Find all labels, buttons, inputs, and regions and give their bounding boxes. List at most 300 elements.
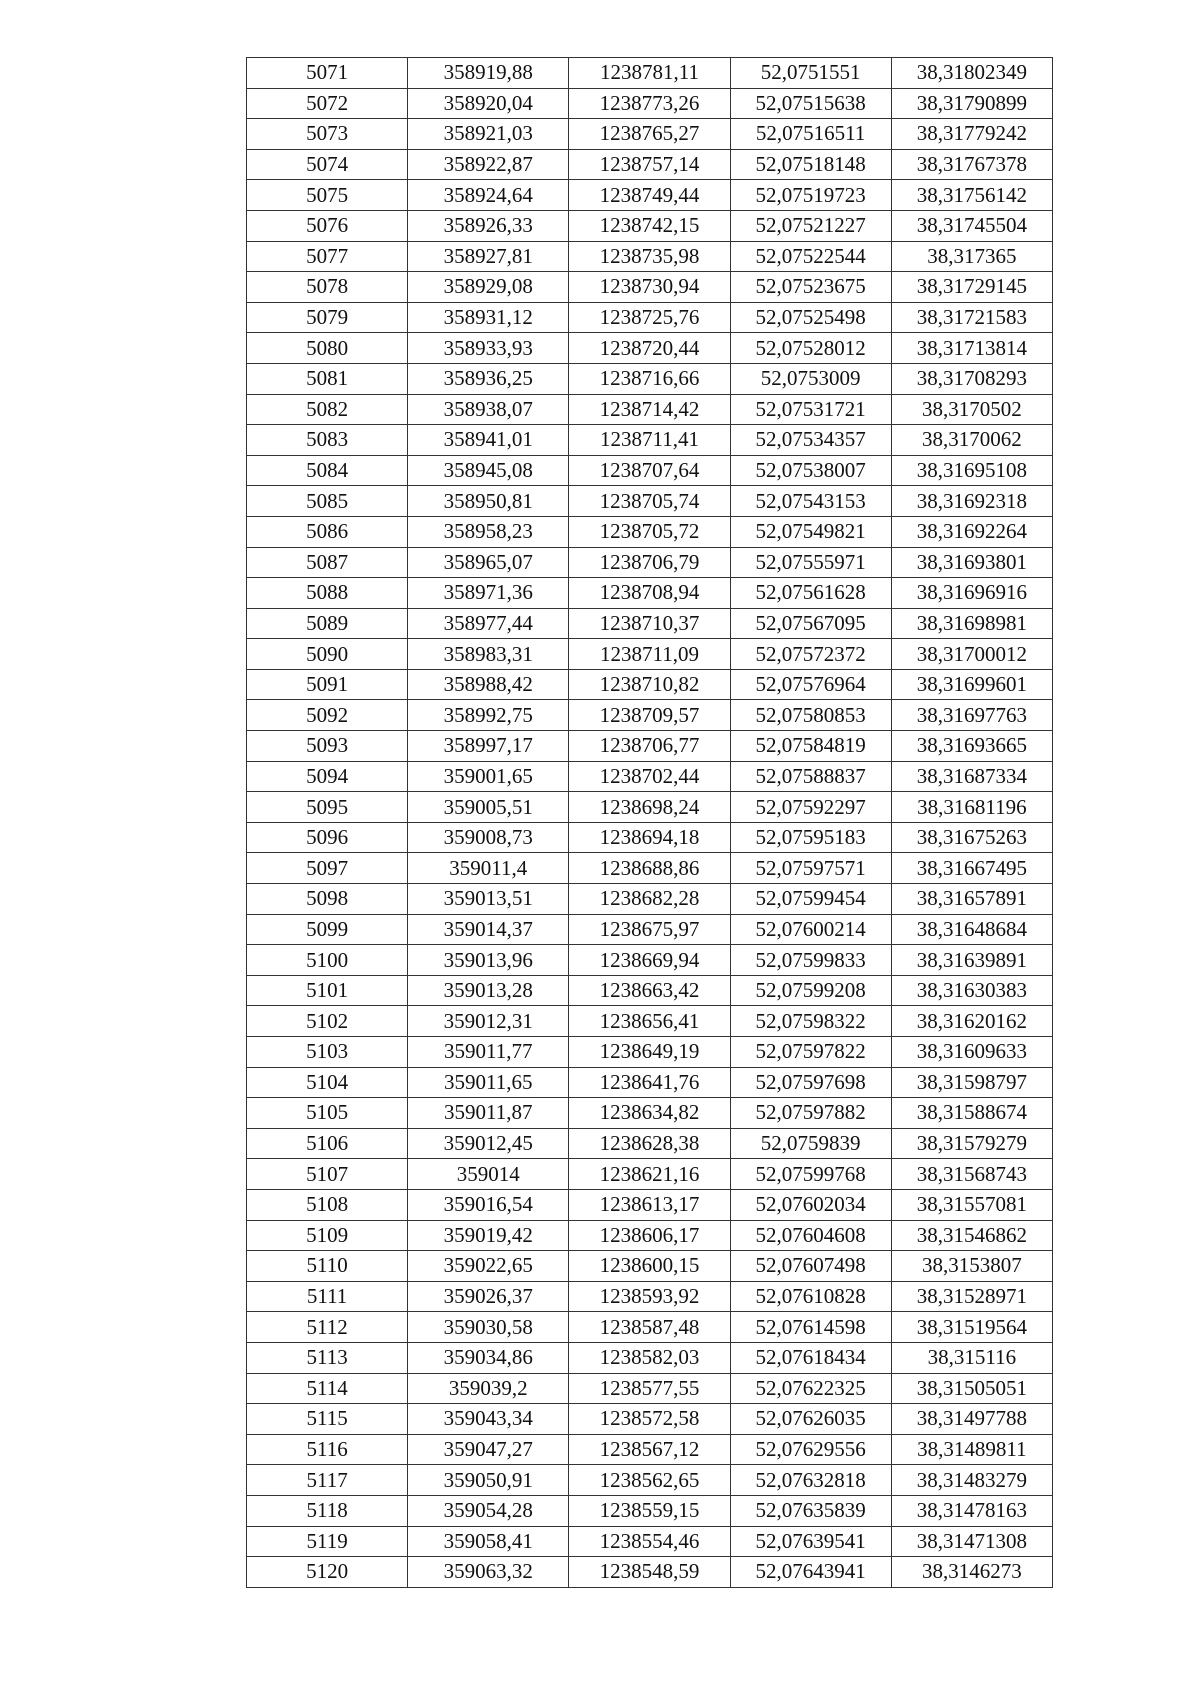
point-number-cell: 5081 <box>247 363 408 394</box>
longitude-cell: 38,3170062 <box>891 425 1052 456</box>
y-coordinate-cell: 1238582,03 <box>569 1342 730 1373</box>
x-coordinate-cell: 358950,81 <box>408 486 569 517</box>
latitude-cell: 52,07576964 <box>730 669 891 700</box>
point-number-cell: 5071 <box>247 58 408 89</box>
latitude-cell: 52,07549821 <box>730 516 891 547</box>
longitude-cell: 38,315116 <box>891 1342 1052 1373</box>
longitude-cell: 38,3170502 <box>891 394 1052 425</box>
point-number-cell: 5115 <box>247 1404 408 1435</box>
table-row <box>247 1557 1053 1588</box>
longitude-cell: 38,31790899 <box>891 88 1052 119</box>
point-number-cell: 5108 <box>247 1189 408 1220</box>
latitude-cell: 52,0751551 <box>730 58 891 89</box>
y-coordinate-cell: 1238600,15 <box>569 1251 730 1282</box>
longitude-cell: 38,31721583 <box>891 302 1052 333</box>
longitude-cell: 38,31471308 <box>891 1526 1052 1557</box>
longitude-cell: 38,31630383 <box>891 975 1052 1006</box>
coordinates-table-body <box>247 58 1053 1588</box>
table-row <box>247 1465 1053 1496</box>
longitude-cell: 38,31568743 <box>891 1159 1052 1190</box>
x-coordinate-cell: 358929,08 <box>408 272 569 303</box>
x-coordinate-cell: 358919,88 <box>408 58 569 89</box>
y-coordinate-cell: 1238710,82 <box>569 669 730 700</box>
point-number-cell: 5086 <box>247 516 408 547</box>
table-row <box>247 822 1053 853</box>
point-number-cell: 5119 <box>247 1526 408 1557</box>
table-row <box>247 914 1053 945</box>
x-coordinate-cell: 359011,4 <box>408 853 569 884</box>
table-row <box>247 639 1053 670</box>
longitude-cell: 38,31588674 <box>891 1098 1052 1129</box>
table-row <box>247 792 1053 823</box>
table-row <box>247 1159 1053 1190</box>
y-coordinate-cell: 1238711,09 <box>569 639 730 670</box>
x-coordinate-cell: 359050,91 <box>408 1465 569 1496</box>
x-coordinate-cell: 358983,31 <box>408 639 569 670</box>
table-row <box>247 1342 1053 1373</box>
point-number-cell: 5084 <box>247 455 408 486</box>
point-number-cell: 5087 <box>247 547 408 578</box>
x-coordinate-cell: 359030,58 <box>408 1312 569 1343</box>
point-number-cell: 5120 <box>247 1557 408 1588</box>
point-number-cell: 5091 <box>247 669 408 700</box>
table-row <box>247 1526 1053 1557</box>
table-row <box>247 455 1053 486</box>
x-coordinate-cell: 358926,33 <box>408 210 569 241</box>
point-number-cell: 5092 <box>247 700 408 731</box>
x-coordinate-cell: 359005,51 <box>408 792 569 823</box>
point-number-cell: 5100 <box>247 945 408 976</box>
longitude-cell: 38,31687334 <box>891 761 1052 792</box>
table-row <box>247 1098 1053 1129</box>
table-row <box>247 119 1053 150</box>
y-coordinate-cell: 1238765,27 <box>569 119 730 150</box>
table-row <box>247 1281 1053 1312</box>
y-coordinate-cell: 1238649,19 <box>569 1037 730 1068</box>
x-coordinate-cell: 359013,51 <box>408 884 569 915</box>
y-coordinate-cell: 1238720,44 <box>569 333 730 364</box>
point-number-cell: 5103 <box>247 1037 408 1068</box>
latitude-cell: 52,07639541 <box>730 1526 891 1557</box>
y-coordinate-cell: 1238559,15 <box>569 1495 730 1526</box>
y-coordinate-cell: 1238587,48 <box>569 1312 730 1343</box>
latitude-cell: 52,07599833 <box>730 945 891 976</box>
longitude-cell: 38,31698981 <box>891 608 1052 639</box>
point-number-cell: 5105 <box>247 1098 408 1129</box>
y-coordinate-cell: 1238688,86 <box>569 853 730 884</box>
y-coordinate-cell: 1238694,18 <box>569 822 730 853</box>
y-coordinate-cell: 1238698,24 <box>569 792 730 823</box>
table-row <box>247 1128 1053 1159</box>
point-number-cell: 5116 <box>247 1434 408 1465</box>
latitude-cell: 52,07522544 <box>730 241 891 272</box>
y-coordinate-cell: 1238628,38 <box>569 1128 730 1159</box>
table-row <box>247 1006 1053 1037</box>
y-coordinate-cell: 1238621,16 <box>569 1159 730 1190</box>
latitude-cell: 52,07600214 <box>730 914 891 945</box>
latitude-cell: 52,07599454 <box>730 884 891 915</box>
latitude-cell: 52,07629556 <box>730 1434 891 1465</box>
longitude-cell: 38,31557081 <box>891 1189 1052 1220</box>
longitude-cell: 38,31519564 <box>891 1312 1052 1343</box>
y-coordinate-cell: 1238554,46 <box>569 1526 730 1557</box>
point-number-cell: 5096 <box>247 822 408 853</box>
point-number-cell: 5110 <box>247 1251 408 1282</box>
point-number-cell: 5072 <box>247 88 408 119</box>
point-number-cell: 5101 <box>247 975 408 1006</box>
y-coordinate-cell: 1238613,17 <box>569 1189 730 1220</box>
y-coordinate-cell: 1238567,12 <box>569 1434 730 1465</box>
table-row <box>247 761 1053 792</box>
point-number-cell: 5085 <box>247 486 408 517</box>
y-coordinate-cell: 1238669,94 <box>569 945 730 976</box>
table-row <box>247 58 1053 89</box>
x-coordinate-cell: 359034,86 <box>408 1342 569 1373</box>
y-coordinate-cell: 1238709,57 <box>569 700 730 731</box>
coordinates-table <box>246 57 1053 1588</box>
longitude-cell: 38,31478163 <box>891 1495 1052 1526</box>
point-number-cell: 5107 <box>247 1159 408 1190</box>
longitude-cell: 38,31729145 <box>891 272 1052 303</box>
table-row <box>247 547 1053 578</box>
table-row <box>247 425 1053 456</box>
point-number-cell: 5082 <box>247 394 408 425</box>
y-coordinate-cell: 1238711,41 <box>569 425 730 456</box>
latitude-cell: 52,07561628 <box>730 578 891 609</box>
latitude-cell: 52,07618434 <box>730 1342 891 1373</box>
longitude-cell: 38,31696916 <box>891 578 1052 609</box>
longitude-cell: 38,31620162 <box>891 1006 1052 1037</box>
table-row <box>247 1495 1053 1526</box>
longitude-cell: 38,31756142 <box>891 180 1052 211</box>
y-coordinate-cell: 1238593,92 <box>569 1281 730 1312</box>
y-coordinate-cell: 1238656,41 <box>569 1006 730 1037</box>
point-number-cell: 5083 <box>247 425 408 456</box>
latitude-cell: 52,07567095 <box>730 608 891 639</box>
x-coordinate-cell: 359011,77 <box>408 1037 569 1068</box>
x-coordinate-cell: 359019,42 <box>408 1220 569 1251</box>
x-coordinate-cell: 359054,28 <box>408 1495 569 1526</box>
x-coordinate-cell: 358958,23 <box>408 516 569 547</box>
table-row <box>247 516 1053 547</box>
longitude-cell: 38,31699601 <box>891 669 1052 700</box>
point-number-cell: 5109 <box>247 1220 408 1251</box>
point-number-cell: 5104 <box>247 1067 408 1098</box>
y-coordinate-cell: 1238773,26 <box>569 88 730 119</box>
x-coordinate-cell: 358933,93 <box>408 333 569 364</box>
longitude-cell: 38,31695108 <box>891 455 1052 486</box>
point-number-cell: 5079 <box>247 302 408 333</box>
y-coordinate-cell: 1238702,44 <box>569 761 730 792</box>
x-coordinate-cell: 359014,37 <box>408 914 569 945</box>
table-row <box>247 1251 1053 1282</box>
x-coordinate-cell: 358988,42 <box>408 669 569 700</box>
latitude-cell: 52,07598322 <box>730 1006 891 1037</box>
latitude-cell: 52,07528012 <box>730 333 891 364</box>
longitude-cell: 38,31579279 <box>891 1128 1052 1159</box>
point-number-cell: 5111 <box>247 1281 408 1312</box>
point-number-cell: 5074 <box>247 149 408 180</box>
table-row <box>247 975 1053 1006</box>
longitude-cell: 38,31483279 <box>891 1465 1052 1496</box>
table-row <box>247 1434 1053 1465</box>
table-row <box>247 1220 1053 1251</box>
x-coordinate-cell: 358941,01 <box>408 425 569 456</box>
table-row <box>247 241 1053 272</box>
latitude-cell: 52,07597571 <box>730 853 891 884</box>
latitude-cell: 52,07534357 <box>730 425 891 456</box>
y-coordinate-cell: 1238730,94 <box>569 272 730 303</box>
latitude-cell: 52,07597822 <box>730 1037 891 1068</box>
table-row <box>247 363 1053 394</box>
latitude-cell: 52,07643941 <box>730 1557 891 1588</box>
table-row <box>247 1312 1053 1343</box>
table-row <box>247 210 1053 241</box>
point-number-cell: 5090 <box>247 639 408 670</box>
latitude-cell: 52,07515638 <box>730 88 891 119</box>
x-coordinate-cell: 359012,31 <box>408 1006 569 1037</box>
table-row <box>247 731 1053 762</box>
longitude-cell: 38,31609633 <box>891 1037 1052 1068</box>
table-row <box>247 88 1053 119</box>
latitude-cell: 52,07521227 <box>730 210 891 241</box>
table-row <box>247 1373 1053 1404</box>
x-coordinate-cell: 358938,07 <box>408 394 569 425</box>
longitude-cell: 38,31505051 <box>891 1373 1052 1404</box>
y-coordinate-cell: 1238705,74 <box>569 486 730 517</box>
longitude-cell: 38,31745504 <box>891 210 1052 241</box>
x-coordinate-cell: 359011,65 <box>408 1067 569 1098</box>
y-coordinate-cell: 1238735,98 <box>569 241 730 272</box>
latitude-cell: 52,07516511 <box>730 119 891 150</box>
x-coordinate-cell: 358992,75 <box>408 700 569 731</box>
x-coordinate-cell: 359013,28 <box>408 975 569 1006</box>
y-coordinate-cell: 1238742,15 <box>569 210 730 241</box>
y-coordinate-cell: 1238562,65 <box>569 1465 730 1496</box>
latitude-cell: 52,0753009 <box>730 363 891 394</box>
table-row <box>247 608 1053 639</box>
table-row <box>247 302 1053 333</box>
y-coordinate-cell: 1238749,44 <box>569 180 730 211</box>
table-row <box>247 486 1053 517</box>
point-number-cell: 5112 <box>247 1312 408 1343</box>
y-coordinate-cell: 1238634,82 <box>569 1098 730 1129</box>
y-coordinate-cell: 1238708,94 <box>569 578 730 609</box>
longitude-cell: 38,31692264 <box>891 516 1052 547</box>
y-coordinate-cell: 1238757,14 <box>569 149 730 180</box>
point-number-cell: 5089 <box>247 608 408 639</box>
longitude-cell: 38,3153807 <box>891 1251 1052 1282</box>
x-coordinate-cell: 359013,96 <box>408 945 569 976</box>
x-coordinate-cell: 359047,27 <box>408 1434 569 1465</box>
y-coordinate-cell: 1238548,59 <box>569 1557 730 1588</box>
latitude-cell: 52,07597882 <box>730 1098 891 1129</box>
y-coordinate-cell: 1238781,11 <box>569 58 730 89</box>
latitude-cell: 52,07592297 <box>730 792 891 823</box>
point-number-cell: 5077 <box>247 241 408 272</box>
longitude-cell: 38,31675263 <box>891 822 1052 853</box>
x-coordinate-cell: 358931,12 <box>408 302 569 333</box>
longitude-cell: 38,31693665 <box>891 731 1052 762</box>
table-row <box>247 394 1053 425</box>
x-coordinate-cell: 359014 <box>408 1159 569 1190</box>
point-number-cell: 5118 <box>247 1495 408 1526</box>
longitude-cell: 38,3146273 <box>891 1557 1052 1588</box>
latitude-cell: 52,07523675 <box>730 272 891 303</box>
latitude-cell: 52,07595183 <box>730 822 891 853</box>
y-coordinate-cell: 1238606,17 <box>569 1220 730 1251</box>
y-coordinate-cell: 1238725,76 <box>569 302 730 333</box>
table-row <box>247 945 1053 976</box>
x-coordinate-cell: 359039,2 <box>408 1373 569 1404</box>
longitude-cell: 38,31767378 <box>891 149 1052 180</box>
longitude-cell: 38,31692318 <box>891 486 1052 517</box>
x-coordinate-cell: 358977,44 <box>408 608 569 639</box>
latitude-cell: 52,07580853 <box>730 700 891 731</box>
x-coordinate-cell: 358924,64 <box>408 180 569 211</box>
point-number-cell: 5094 <box>247 761 408 792</box>
longitude-cell: 38,31708293 <box>891 363 1052 394</box>
x-coordinate-cell: 358927,81 <box>408 241 569 272</box>
table-row <box>247 578 1053 609</box>
x-coordinate-cell: 359001,65 <box>408 761 569 792</box>
x-coordinate-cell: 358921,03 <box>408 119 569 150</box>
x-coordinate-cell: 358922,87 <box>408 149 569 180</box>
latitude-cell: 52,07584819 <box>730 731 891 762</box>
x-coordinate-cell: 358997,17 <box>408 731 569 762</box>
longitude-cell: 38,31713814 <box>891 333 1052 364</box>
table-row <box>247 884 1053 915</box>
point-number-cell: 5080 <box>247 333 408 364</box>
y-coordinate-cell: 1238706,77 <box>569 731 730 762</box>
longitude-cell: 38,31693801 <box>891 547 1052 578</box>
point-number-cell: 5076 <box>247 210 408 241</box>
latitude-cell: 52,07622325 <box>730 1373 891 1404</box>
point-number-cell: 5102 <box>247 1006 408 1037</box>
longitude-cell: 38,31681196 <box>891 792 1052 823</box>
longitude-cell: 38,31779242 <box>891 119 1052 150</box>
y-coordinate-cell: 1238714,42 <box>569 394 730 425</box>
latitude-cell: 52,07543153 <box>730 486 891 517</box>
table-row <box>247 149 1053 180</box>
x-coordinate-cell: 359022,65 <box>408 1251 569 1282</box>
x-coordinate-cell: 358945,08 <box>408 455 569 486</box>
latitude-cell: 52,07597698 <box>730 1067 891 1098</box>
y-coordinate-cell: 1238572,58 <box>569 1404 730 1435</box>
longitude-cell: 38,31700012 <box>891 639 1052 670</box>
x-coordinate-cell: 359043,34 <box>408 1404 569 1435</box>
table-row <box>247 1037 1053 1068</box>
y-coordinate-cell: 1238641,76 <box>569 1067 730 1098</box>
latitude-cell: 52,07626035 <box>730 1404 891 1435</box>
point-number-cell: 5099 <box>247 914 408 945</box>
x-coordinate-cell: 358920,04 <box>408 88 569 119</box>
y-coordinate-cell: 1238675,97 <box>569 914 730 945</box>
y-coordinate-cell: 1238705,72 <box>569 516 730 547</box>
point-number-cell: 5073 <box>247 119 408 150</box>
table-row <box>247 333 1053 364</box>
latitude-cell: 52,07632818 <box>730 1465 891 1496</box>
latitude-cell: 52,07602034 <box>730 1189 891 1220</box>
point-number-cell: 5078 <box>247 272 408 303</box>
longitude-cell: 38,31546862 <box>891 1220 1052 1251</box>
longitude-cell: 38,317365 <box>891 241 1052 272</box>
latitude-cell: 52,07531721 <box>730 394 891 425</box>
longitude-cell: 38,31598797 <box>891 1067 1052 1098</box>
latitude-cell: 52,07635839 <box>730 1495 891 1526</box>
x-coordinate-cell: 359058,41 <box>408 1526 569 1557</box>
x-coordinate-cell: 358936,25 <box>408 363 569 394</box>
latitude-cell: 52,07538007 <box>730 455 891 486</box>
longitude-cell: 38,31639891 <box>891 945 1052 976</box>
point-number-cell: 5117 <box>247 1465 408 1496</box>
latitude-cell: 52,07588837 <box>730 761 891 792</box>
table-row <box>247 1067 1053 1098</box>
longitude-cell: 38,31489811 <box>891 1434 1052 1465</box>
latitude-cell: 52,0759839 <box>730 1128 891 1159</box>
longitude-cell: 38,31648684 <box>891 914 1052 945</box>
latitude-cell: 52,07607498 <box>730 1251 891 1282</box>
table-row <box>247 1404 1053 1435</box>
longitude-cell: 38,31497788 <box>891 1404 1052 1435</box>
table-row <box>247 669 1053 700</box>
point-number-cell: 5097 <box>247 853 408 884</box>
x-coordinate-cell: 359063,32 <box>408 1557 569 1588</box>
latitude-cell: 52,07614598 <box>730 1312 891 1343</box>
point-number-cell: 5106 <box>247 1128 408 1159</box>
latitude-cell: 52,07599208 <box>730 975 891 1006</box>
point-number-cell: 5093 <box>247 731 408 762</box>
x-coordinate-cell: 359016,54 <box>408 1189 569 1220</box>
y-coordinate-cell: 1238710,37 <box>569 608 730 639</box>
point-number-cell: 5088 <box>247 578 408 609</box>
x-coordinate-cell: 358965,07 <box>408 547 569 578</box>
table-row <box>247 700 1053 731</box>
x-coordinate-cell: 359011,87 <box>408 1098 569 1129</box>
latitude-cell: 52,07572372 <box>730 639 891 670</box>
latitude-cell: 52,07610828 <box>730 1281 891 1312</box>
table-row <box>247 272 1053 303</box>
y-coordinate-cell: 1238577,55 <box>569 1373 730 1404</box>
point-number-cell: 5113 <box>247 1342 408 1373</box>
table-row <box>247 180 1053 211</box>
latitude-cell: 52,07525498 <box>730 302 891 333</box>
longitude-cell: 38,31697763 <box>891 700 1052 731</box>
latitude-cell: 52,07555971 <box>730 547 891 578</box>
longitude-cell: 38,31657891 <box>891 884 1052 915</box>
table-row <box>247 1189 1053 1220</box>
point-number-cell: 5114 <box>247 1373 408 1404</box>
longitude-cell: 38,31802349 <box>891 58 1052 89</box>
x-coordinate-cell: 359012,45 <box>408 1128 569 1159</box>
latitude-cell: 52,07599768 <box>730 1159 891 1190</box>
x-coordinate-cell: 359008,73 <box>408 822 569 853</box>
y-coordinate-cell: 1238707,64 <box>569 455 730 486</box>
latitude-cell: 52,07518148 <box>730 149 891 180</box>
point-number-cell: 5098 <box>247 884 408 915</box>
longitude-cell: 38,31528971 <box>891 1281 1052 1312</box>
x-coordinate-cell: 358971,36 <box>408 578 569 609</box>
y-coordinate-cell: 1238682,28 <box>569 884 730 915</box>
latitude-cell: 52,07604608 <box>730 1220 891 1251</box>
y-coordinate-cell: 1238663,42 <box>569 975 730 1006</box>
x-coordinate-cell: 359026,37 <box>408 1281 569 1312</box>
point-number-cell: 5075 <box>247 180 408 211</box>
latitude-cell: 52,07519723 <box>730 180 891 211</box>
y-coordinate-cell: 1238716,66 <box>569 363 730 394</box>
y-coordinate-cell: 1238706,79 <box>569 547 730 578</box>
longitude-cell: 38,31667495 <box>891 853 1052 884</box>
